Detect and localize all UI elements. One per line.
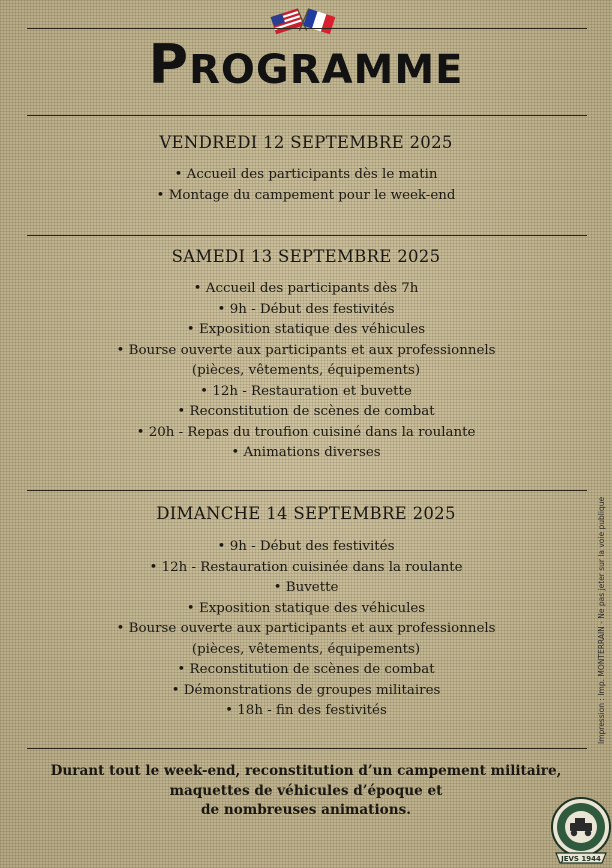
svg-text:JEVS 1944: JEVS 1944: [561, 855, 601, 863]
schedule-list-saturday: [0, 279, 612, 464]
day-heading-sunday: DIMANCHE 14 SEPTEMBRE 2025: [156, 504, 456, 523]
list-item: • 9h - Début des festivités: [217, 301, 395, 317]
club-emblem-icon: [550, 795, 612, 867]
list-item: • Montage du campement pour le week-end: [156, 187, 456, 203]
divider: [27, 235, 587, 236]
list-item: • 12h - Restauration cuisinée dans la roulante: [149, 559, 463, 575]
footer-line: maquettes de véhicules d’époque et: [169, 782, 443, 799]
footer-line: Durant tout le week-end, reconstitution d’un campement militaire,: [50, 763, 562, 779]
footer-line: de nombreuses animations.: [201, 802, 411, 818]
list-item: • Reconstitution de scènes de combat: [177, 662, 435, 677]
day-heading-saturday: SAMEDI 13 SEPTEMBRE 2025: [171, 247, 441, 266]
divider: [27, 490, 587, 491]
list-item: • Animations diverses: [231, 445, 381, 460]
list-item: • 12h - Restauration et buvette: [200, 383, 412, 399]
list-item: (pièces, vêtements, équipements): [191, 363, 421, 378]
day-heading-friday: VENDREDI 12 SEPTEMBRE 2025: [159, 133, 453, 152]
divider: [27, 115, 587, 116]
list-item: • Exposition statique des véhicules: [186, 600, 426, 616]
footer-note: [0, 762, 612, 821]
list-item: • Accueil des participants dès le matin: [174, 167, 438, 182]
list-item: • Exposition statique des véhicules: [186, 322, 426, 337]
list-item: • Bourse ouverte aux participants et aux professionnels: [116, 342, 496, 358]
page-title: [0, 33, 612, 96]
printer-credit: Impression : Imp. MONTERRAIN - Ne pas jeter sur la voie publique: [597, 496, 606, 744]
list-item: • Reconstitution de scènes de combat: [177, 404, 435, 419]
divider: [27, 28, 587, 29]
schedule-list-friday: [0, 165, 612, 206]
list-item: (pièces, vêtements, équipements): [191, 641, 421, 657]
crossed-flags-icon: [270, 6, 336, 40]
title-rest: ROGRAMME: [189, 47, 464, 93]
list-item: • 20h - Repas du troufion cuisiné dans la roulante: [136, 424, 476, 440]
list-item: • 18h - fin des festivités: [225, 703, 387, 718]
title-initial: P: [148, 33, 190, 96]
list-item: • Buvette: [273, 580, 339, 595]
divider: [27, 748, 587, 749]
list-item: • Accueil des participants dès 7h: [193, 281, 419, 296]
list-item: • Démonstrations de groupes militaires: [171, 682, 441, 698]
schedule-list-sunday: [0, 537, 612, 722]
list-item: • 9h - Début des festivités: [217, 539, 395, 554]
list-item: • Bourse ouverte aux participants et aux professionnels: [116, 621, 496, 636]
